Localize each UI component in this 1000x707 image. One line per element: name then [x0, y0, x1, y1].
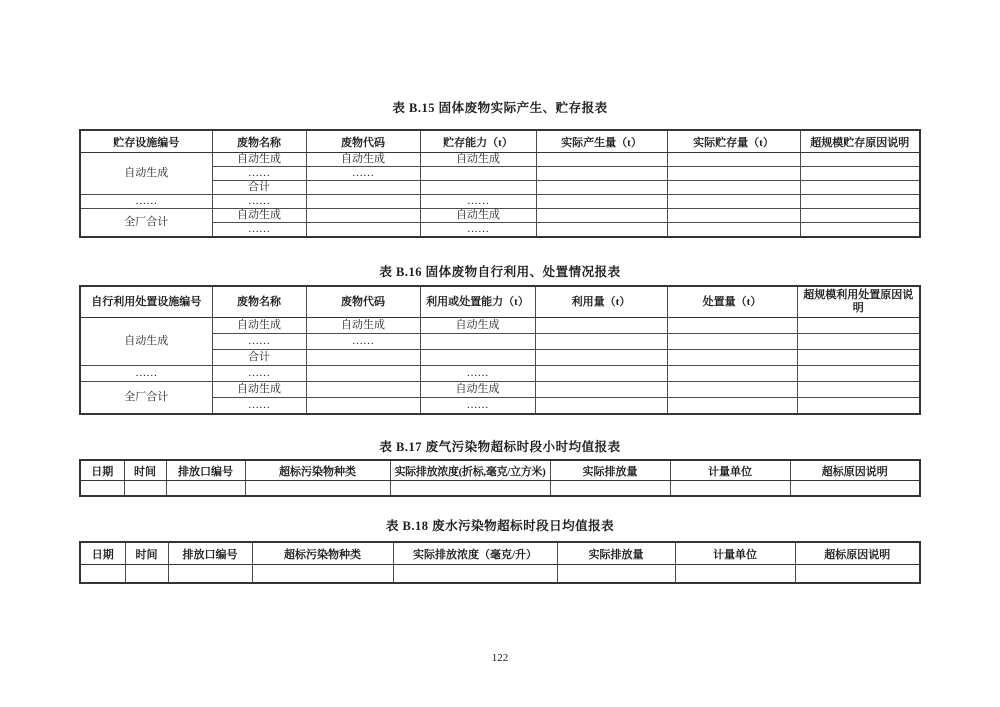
table-cell	[80, 565, 125, 584]
table-cell: ……	[306, 167, 420, 181]
table-cell	[306, 209, 420, 223]
table-cell	[168, 565, 252, 584]
facility-cell: 自动生成	[80, 153, 212, 195]
header-cell: 实际排放量	[550, 460, 670, 481]
table-cell	[675, 565, 795, 584]
table-cell: 自动生成	[420, 318, 535, 334]
table-cell	[550, 481, 670, 497]
table-cell	[393, 565, 557, 584]
table-row	[80, 209, 920, 223]
header-cell: 利用或处置能力（t）	[420, 286, 535, 318]
table-cell	[306, 382, 420, 398]
table-b18-header-row	[80, 542, 920, 565]
table-cell: 自动生成	[212, 153, 306, 167]
table-cell	[535, 366, 667, 382]
table-cell: ……	[420, 366, 535, 382]
table-cell	[667, 366, 797, 382]
table-row	[80, 481, 920, 497]
table-cell: 自动生成	[420, 382, 535, 398]
table-cell	[800, 167, 920, 181]
table-b15-title: 表 B.15 固体废物实际产生、贮存报表	[392, 101, 608, 115]
header-cell: 实际排放浓度(折标,毫克/立方米)	[390, 460, 550, 481]
table-cell: ……	[212, 398, 306, 415]
table-cell	[667, 195, 800, 209]
table-b16-header-row	[80, 286, 920, 318]
table-cell	[797, 366, 920, 382]
table-cell	[420, 167, 536, 181]
table-b16	[79, 285, 921, 415]
table-cell	[667, 153, 800, 167]
table-cell	[124, 481, 166, 497]
table-cell	[535, 382, 667, 398]
table-cell	[667, 167, 800, 181]
table-cell: ……	[212, 223, 306, 238]
table-b16-title: 表 B.16 固体废物自行利用、处置情况报表	[379, 265, 621, 279]
table-cell	[535, 318, 667, 334]
table-cell	[800, 153, 920, 167]
header-cell: 时间	[124, 460, 166, 481]
table-cell: ……	[420, 398, 535, 415]
header-cell: 废物代码	[306, 130, 420, 153]
table-cell	[252, 565, 393, 584]
header-cell: 实际排放量	[557, 542, 675, 565]
table-cell: ……	[420, 223, 536, 238]
table-cell	[306, 350, 420, 366]
header-cell: 超规模利用处置原因说明	[797, 286, 920, 318]
table-cell	[557, 565, 675, 584]
header-cell: 超标原因说明	[790, 460, 920, 481]
table-row	[80, 195, 920, 209]
table-cell: 自动生成	[420, 209, 536, 223]
table-cell	[667, 223, 800, 238]
page-number: 122	[491, 652, 509, 664]
table-cell: ……	[420, 195, 536, 209]
header-cell: 废物代码	[306, 286, 420, 318]
table-cell	[166, 481, 245, 497]
table-cell	[245, 481, 390, 497]
table-cell	[795, 565, 920, 584]
table-row	[80, 318, 920, 334]
table-cell	[800, 195, 920, 209]
table-b17	[79, 459, 921, 497]
table-b17-header-row	[80, 460, 920, 481]
table-row	[80, 565, 920, 584]
table-cell	[306, 181, 420, 195]
table-cell	[306, 398, 420, 415]
table-cell	[535, 350, 667, 366]
table-row	[80, 153, 920, 167]
table-cell: 自动生成	[212, 209, 306, 223]
table-cell	[535, 398, 667, 415]
table-cell	[667, 398, 797, 415]
table-cell	[797, 382, 920, 398]
table-cell: ……	[306, 334, 420, 350]
header-cell: 超标污染物种类	[252, 542, 393, 565]
header-cell: 废物名称	[212, 286, 306, 318]
table-cell	[667, 382, 797, 398]
table-cell: 自动生成	[420, 153, 536, 167]
header-cell: 排放口编号	[166, 460, 245, 481]
table-cell	[667, 334, 797, 350]
table-cell	[800, 223, 920, 238]
table-cell	[536, 153, 667, 167]
table-cell: ……	[80, 195, 212, 209]
facility-cell: 全厂合计	[80, 382, 212, 415]
header-cell: 实际排放浓度（毫克/升）	[393, 542, 557, 565]
table-cell	[536, 167, 667, 181]
table-cell	[536, 223, 667, 238]
table-b15	[79, 129, 921, 238]
header-cell: 计量单位	[670, 460, 790, 481]
facility-cell: 全厂合计	[80, 209, 212, 238]
table-cell	[125, 565, 168, 584]
table-cell: ……	[80, 366, 212, 382]
header-cell: 超标污染物种类	[245, 460, 390, 481]
table-cell	[797, 398, 920, 415]
header-cell: 处置量（t）	[667, 286, 797, 318]
header-cell: 时间	[125, 542, 168, 565]
table-cell	[420, 334, 535, 350]
header-cell: 实际贮存量（t）	[667, 130, 800, 153]
table-row	[80, 366, 920, 382]
table-cell: ……	[212, 366, 306, 382]
table-b18-title: 表 B.18 废水污染物超标时段日均值报表	[385, 519, 615, 533]
header-cell: 超规模贮存原因说明	[800, 130, 920, 153]
table-cell	[797, 334, 920, 350]
table-cell: 合计	[212, 350, 306, 366]
table-cell	[306, 223, 420, 238]
table-b15-header-row	[80, 130, 920, 153]
table-cell	[420, 181, 536, 195]
table-cell	[80, 481, 124, 497]
table-cell	[800, 209, 920, 223]
header-cell: 贮存能力（t）	[420, 130, 536, 153]
table-cell	[667, 318, 797, 334]
table-cell: 自动生成	[306, 318, 420, 334]
table-b18	[79, 541, 921, 584]
header-cell: 贮存设施编号	[80, 130, 212, 153]
header-cell: 实际产生量（t）	[536, 130, 667, 153]
table-cell	[535, 334, 667, 350]
table-b17-title: 表 B.17 废气污染物超标时段小时均值报表	[379, 440, 621, 454]
table-cell	[536, 195, 667, 209]
table-cell	[790, 481, 920, 497]
header-cell: 利用量（t）	[535, 286, 667, 318]
table-cell	[797, 318, 920, 334]
table-cell	[670, 481, 790, 497]
table-cell	[420, 350, 535, 366]
table-cell	[667, 209, 800, 223]
header-cell: 自行利用处置设施编号	[80, 286, 212, 318]
table-cell	[536, 209, 667, 223]
header-cell: 日期	[80, 460, 124, 481]
table-row	[80, 382, 920, 398]
table-cell	[536, 181, 667, 195]
header-cell: 排放口编号	[168, 542, 252, 565]
table-cell	[306, 366, 420, 382]
table-cell: 自动生成	[306, 153, 420, 167]
header-cell: 计量单位	[675, 542, 795, 565]
table-cell	[797, 350, 920, 366]
table-cell: ……	[212, 167, 306, 181]
table-cell: ……	[212, 334, 306, 350]
table-cell	[390, 481, 550, 497]
header-cell: 日期	[80, 542, 125, 565]
table-cell	[306, 195, 420, 209]
table-cell: ……	[212, 195, 306, 209]
header-cell: 超标原因说明	[795, 542, 920, 565]
table-cell	[800, 181, 920, 195]
table-cell	[667, 350, 797, 366]
table-cell: 合计	[212, 181, 306, 195]
facility-cell: 自动生成	[80, 318, 212, 366]
table-cell: 自动生成	[212, 382, 306, 398]
table-cell	[667, 181, 800, 195]
header-cell: 废物名称	[212, 130, 306, 153]
table-cell: 自动生成	[212, 318, 306, 334]
